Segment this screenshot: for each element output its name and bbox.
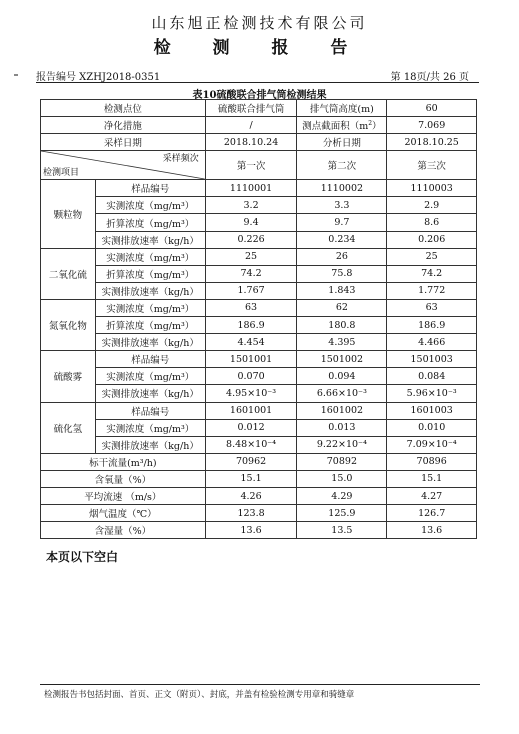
value-cell: 1601003 <box>387 402 477 419</box>
value-cell: 1501001 <box>205 351 297 368</box>
footer-rule <box>40 684 480 685</box>
analysis-date-label: 分析日期 <box>297 134 387 151</box>
value-cell: 7.09×10⁻⁴ <box>387 436 477 453</box>
info-row-point <box>41 100 477 117</box>
value-cell: 4.95×10⁻³ <box>205 385 297 402</box>
value-cell: 1601001 <box>205 402 297 419</box>
value-cell: 0.070 <box>205 368 297 385</box>
value-cell: 1110003 <box>387 180 477 197</box>
value-cell: 1.843 <box>297 282 387 299</box>
value-cell: 4.466 <box>387 334 477 351</box>
value-cell: 8.6 <box>387 214 477 231</box>
value-cell: 1.767 <box>205 282 297 299</box>
footer-note: 检测报告书包括封面、首页、正文（附页）、封底，并盖有检验检测专用章和骑缝章 <box>44 690 355 700</box>
value-cell: 62 <box>297 299 387 316</box>
row-label: 样品编号 <box>95 351 205 368</box>
value-cell: 4.395 <box>297 334 387 351</box>
point-label: 检测点位 <box>41 100 206 117</box>
value-cell: 4.27 <box>387 487 477 504</box>
height-value: 60 <box>387 100 477 117</box>
table-row <box>41 419 477 436</box>
row-label: 实测浓度（mg/m³） <box>95 368 205 385</box>
table-row <box>41 282 477 299</box>
row-label: 折算浓度（mg/m³） <box>95 265 205 282</box>
group-name: 二氧化硫 <box>41 248 96 299</box>
value-cell: 2.9 <box>387 197 477 214</box>
summary-label: 标干流量(m³/h) <box>41 453 206 470</box>
table-row <box>41 334 477 351</box>
row-label: 样品编号 <box>95 402 205 419</box>
point-value: 硫酸联合排气筒 <box>205 100 297 117</box>
value-cell: 180.8 <box>297 317 387 334</box>
info-row-dates <box>41 134 477 151</box>
value-cell: 126.7 <box>387 505 477 522</box>
row-label: 实测排放速率（kg/h） <box>95 282 205 299</box>
value-cell: 1110002 <box>297 180 387 197</box>
company-name: 山东旭正检测技术有限公司 <box>151 14 368 32</box>
summary-row <box>41 522 477 539</box>
value-cell: 13.5 <box>297 522 387 539</box>
freq-3: 第三次 <box>387 151 477 180</box>
value-cell: 25 <box>387 248 477 265</box>
analysis-date-value: 2018.10.25 <box>387 134 477 151</box>
diagonal-header-cell <box>41 151 206 180</box>
group-name: 硫化氢 <box>41 402 96 453</box>
table-row <box>41 385 477 402</box>
value-cell: 70962 <box>205 453 297 470</box>
summary-row <box>41 487 477 504</box>
value-cell: 70892 <box>297 453 387 470</box>
row-label: 实测排放速率（kg/h） <box>95 334 205 351</box>
table-caption: 表10硫酸联合排气筒检测结果 <box>192 90 327 101</box>
value-cell: 4.454 <box>205 334 297 351</box>
value-cell: 15.1 <box>387 470 477 487</box>
row-label: 样品编号 <box>95 180 205 197</box>
table-row <box>41 402 477 419</box>
value-cell: 0.010 <box>387 419 477 436</box>
value-cell: 1.772 <box>387 282 477 299</box>
diag-header-top: 采样频次 <box>162 154 199 165</box>
table-row <box>41 180 477 197</box>
value-cell: 4.26 <box>205 487 297 504</box>
value-cell: 123.8 <box>205 505 297 522</box>
group-name: 氮氧化物 <box>41 299 96 350</box>
value-cell: 186.9 <box>205 317 297 334</box>
row-label: 实测浓度（mg/m³） <box>95 197 205 214</box>
diag-header-bottom: 检测项目 <box>43 168 80 179</box>
table-row <box>41 214 477 231</box>
value-cell: 63 <box>387 299 477 316</box>
value-cell: 9.22×10⁻⁴ <box>297 436 387 453</box>
value-cell: 3.2 <box>205 197 297 214</box>
summary-label: 含湿量（%） <box>41 522 206 539</box>
value-cell: 13.6 <box>205 522 297 539</box>
table-row <box>41 368 477 385</box>
header-rule <box>36 82 479 83</box>
info-row-measure <box>41 117 477 134</box>
value-cell: 25 <box>205 248 297 265</box>
value-cell: 13.6 <box>387 522 477 539</box>
value-cell: 9.7 <box>297 214 387 231</box>
group-name: 颗粒物 <box>41 180 96 248</box>
measure-label: 净化措施 <box>41 117 206 134</box>
value-cell: 63 <box>205 299 297 316</box>
value-cell: 8.48×10⁻⁴ <box>205 436 297 453</box>
summary-label: 烟气温度（℃） <box>41 505 206 522</box>
height-label: 排气筒高度(m) <box>297 100 387 117</box>
summary-label: 含氧量（%） <box>41 470 206 487</box>
value-cell: 74.2 <box>387 265 477 282</box>
summary-row <box>41 453 477 470</box>
value-cell: 15.0 <box>297 470 387 487</box>
sample-date-label: 采样日期 <box>41 134 206 151</box>
table-row <box>41 265 477 282</box>
results-table <box>40 99 477 539</box>
value-cell: 4.29 <box>297 487 387 504</box>
row-label: 折算浓度（mg/m³） <box>95 214 205 231</box>
page-number: 第 18页/共 26 页 <box>390 72 469 83</box>
value-cell: 15.1 <box>205 470 297 487</box>
value-cell: 0.226 <box>205 231 297 248</box>
table-row <box>41 317 477 334</box>
value-cell: 1601002 <box>297 402 387 419</box>
value-cell: 70896 <box>387 453 477 470</box>
value-cell: 74.2 <box>205 265 297 282</box>
value-cell: 0.094 <box>297 368 387 385</box>
value-cell: 0.206 <box>387 231 477 248</box>
freq-2: 第二次 <box>297 151 387 180</box>
row-label: 折算浓度（mg/m³） <box>95 317 205 334</box>
value-cell: 1501003 <box>387 351 477 368</box>
table-row <box>41 197 477 214</box>
value-cell: 9.4 <box>205 214 297 231</box>
blank-note: 本页以下空白 <box>46 550 119 564</box>
value-cell: 26 <box>297 248 387 265</box>
value-cell: 5.96×10⁻³ <box>387 385 477 402</box>
row-label: 实测排放速率（kg/h） <box>95 231 205 248</box>
area-value: 7.069 <box>387 117 477 134</box>
freq-1: 第一次 <box>205 151 297 180</box>
value-cell: 0.234 <box>297 231 387 248</box>
table-row <box>41 299 477 316</box>
table-row <box>41 248 477 265</box>
table-row <box>41 231 477 248</box>
report-number: 报告编号 XZHJ2018-0351 <box>36 72 161 83</box>
value-cell: 0.013 <box>297 419 387 436</box>
summary-row <box>41 470 477 487</box>
value-cell: 186.9 <box>387 317 477 334</box>
freq-header-row <box>41 151 477 180</box>
value-cell: 125.9 <box>297 505 387 522</box>
row-label: 实测浓度（mg/m³） <box>95 419 205 436</box>
document-title: 检 测 报 告 <box>153 38 366 58</box>
group-name: 硫酸雾 <box>41 351 96 402</box>
value-cell: 1110001 <box>205 180 297 197</box>
value-cell: 0.012 <box>205 419 297 436</box>
value-cell: 0.084 <box>387 368 477 385</box>
sample-date-value: 2018.10.24 <box>205 134 297 151</box>
value-cell: 1501002 <box>297 351 387 368</box>
row-label: 实测排放速率（kg/h） <box>95 436 205 453</box>
table-row <box>41 351 477 368</box>
summary-label: 平均流速 （m/s） <box>41 487 206 504</box>
summary-row <box>41 505 477 522</box>
measure-value: / <box>205 117 297 134</box>
row-label: 实测浓度（mg/m³） <box>95 299 205 316</box>
value-cell: 6.66×10⁻³ <box>297 385 387 402</box>
area-label: 测点截面积$(m^2)$ <box>297 117 387 134</box>
value-cell: 75.8 <box>297 265 387 282</box>
row-label: 实测排放速率（kg/h） <box>95 385 205 402</box>
row-label: 实测浓度（mg/m³） <box>95 248 205 265</box>
table-row <box>41 436 477 453</box>
margin-mark <box>14 74 18 76</box>
value-cell: 3.3 <box>297 197 387 214</box>
